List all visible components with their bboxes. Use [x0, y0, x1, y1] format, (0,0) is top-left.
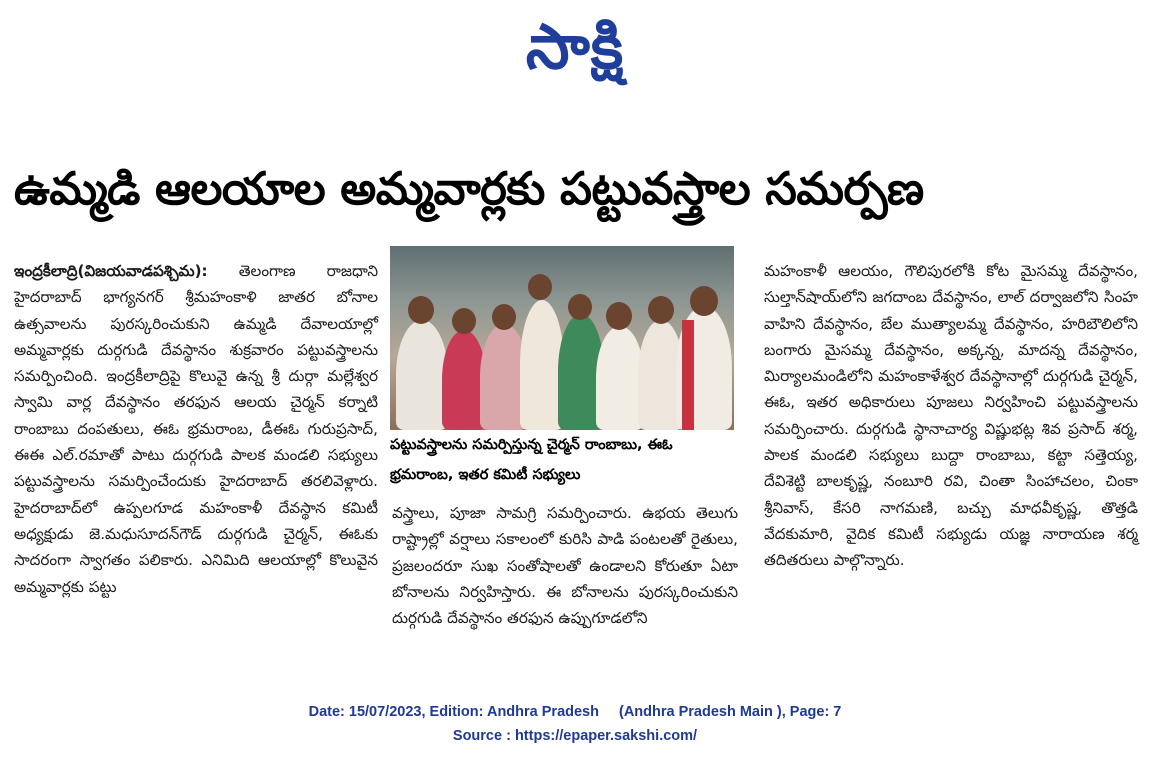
column-2-text: వస్త్రాలు, పూజా సామగ్రి సమర్పించారు. ఉభయ తెలుగు రాష్ట్రాల్లో వర్షాలు సకాలంలో కురిసి పాడి పంటలతో రైతులు, ప్రజలందరూ సుఖ సంతోషాలతో ఉండాలని కోరుతూ ఏటా బోనాలను నిర్వహిస్తారు. ఈ బోనాలను పురస్కరించుకుని దుర్గగుడి దేవస్థానం తరఫున ఉప్పుగూడలోని: [392, 504, 738, 628]
sakshi-logo: సాక్షి: [525, 10, 625, 83]
column-1-text: తెలంగాణ రాజధాని హైదరాబాద్ భాగ్యనగర్ శ్రీమహంకాళి జాతర బోనాల ఉత్సవాలను పురస్కరించుకుని ఉమ్మడి దేవాలయాల్లో అమ్మవార్లకు దుర్గగుడి దేవస్థానం శుక్రవారం పట్టువస్త్రాలను సమర్పించింది. ఇంద్రకీలాద్రిపై కొలువై ఉన్న శ్రీ దుర్గా మల్లేశ్వర స్వామి వార్ల దేవస్థానం తరఫున ఆలయ చైర్మన్ కర్నాటి రాంబాబు దంపతులు, ఈఓ భ్రమరాంబ, డీఈఓ గురుప్రసాద్, ఈఈ ఎల్.రమాతో పాటు దుర్గగుడి పాలక మండలి సభ్యులు పట్టువస్త్రాలను సమర్పించేందుకు హైదరాబాద్ తరలివెళ్లారు. హైదరాబాద్‌లో ఉప్పలగూడ మహంకాళీ దేవస్థాన కమిటీ అధ్యక్షుడు జె.మధుసూదన్‌గౌడ్ దుర్గగుడి చైర్మన్, ఈఓకు సాదరంగా స్వాగతం పలికారు. ఎనిమిది ఆలయాల్లో కొలువైన అమ్మవార్లకు పట్టు: [14, 262, 378, 596]
article-photo: [390, 246, 734, 430]
epaper-footer: [0, 700, 1150, 748]
article-column-3: [764, 258, 1138, 574]
column-3-text: మహంకాళీ ఆలయం, గౌలిపురలోకి కోట మైసమ్మ దేవస్థానం, సుల్తాన్‌షాయ్‌లోని జగదాంబ దేవస్థానం, లాల్ దర్వాజలోని సింహ వాహిని దేవస్థానం, బేల ముత్యాలమ్మ దేవస్థానం, హరిబౌలిలోని బంగారు మైసమ్మ దేవస్థానం, అక్కన్న, మాదన్న దేవస్థానం, మిర్యాలమండిలోని మహంకాళేశ్వర దేవస్థానాల్లో దుర్గగుడి చైర్మన్, ఈఓ, ఇతర అధికారులు పూజలు నిర్వహించి పట్టువస్త్రాలను సమర్పించారు. దుర్గగుడి స్థానాచార్య విష్ణుభట్ల శివ ప్రసాద్ శర్మ, పాలక మండలి సభ్యులు బుద్దా రాంబాబు, కట్టా సత్తెయ్య, దేవిశెట్టి బాలకృష్ణ, నంబూరి రవి, చింతా సింహాచలం, చింకా శ్రీనివాస్, కేసరి నాగమణి, బచ్చు మాధవీకృష్ణ, తొత్తడి వేదకుమారి, వైదిక కమిటీ సభ్యుడు యజ్ఞ నారాయణ శర్మ తదితరులు పాల్గొన్నారు.: [764, 262, 1138, 570]
footer-page-info: (Andhra Pradesh Main ), Page: 7: [618, 704, 842, 720]
footer-source-link[interactable]: Source : https://epaper.sakshi.com/: [452, 728, 698, 744]
article-headline: ఉమ్మడి ఆలయాల అమ్మవార్లకు పట్టువస్త్రాల సమర్పణ: [14, 162, 924, 215]
article-dateline: ఇంద్రకీలాద్రి(విజయవాడపశ్చిమ):: [14, 262, 208, 280]
footer-date-edition: Date: 15/07/2023, Edition: Andhra Pradesh: [308, 704, 599, 720]
article-column-1: [14, 258, 378, 600]
article-column-2: [392, 500, 738, 631]
photo-caption: పట్టువస్త్రాలను సమర్పిస్తున్న చైర్మన్ రాంబాబు, ఈఓ భ్రమరాంబ, ఇతర కమిటీ సభ్యులు: [390, 437, 673, 483]
